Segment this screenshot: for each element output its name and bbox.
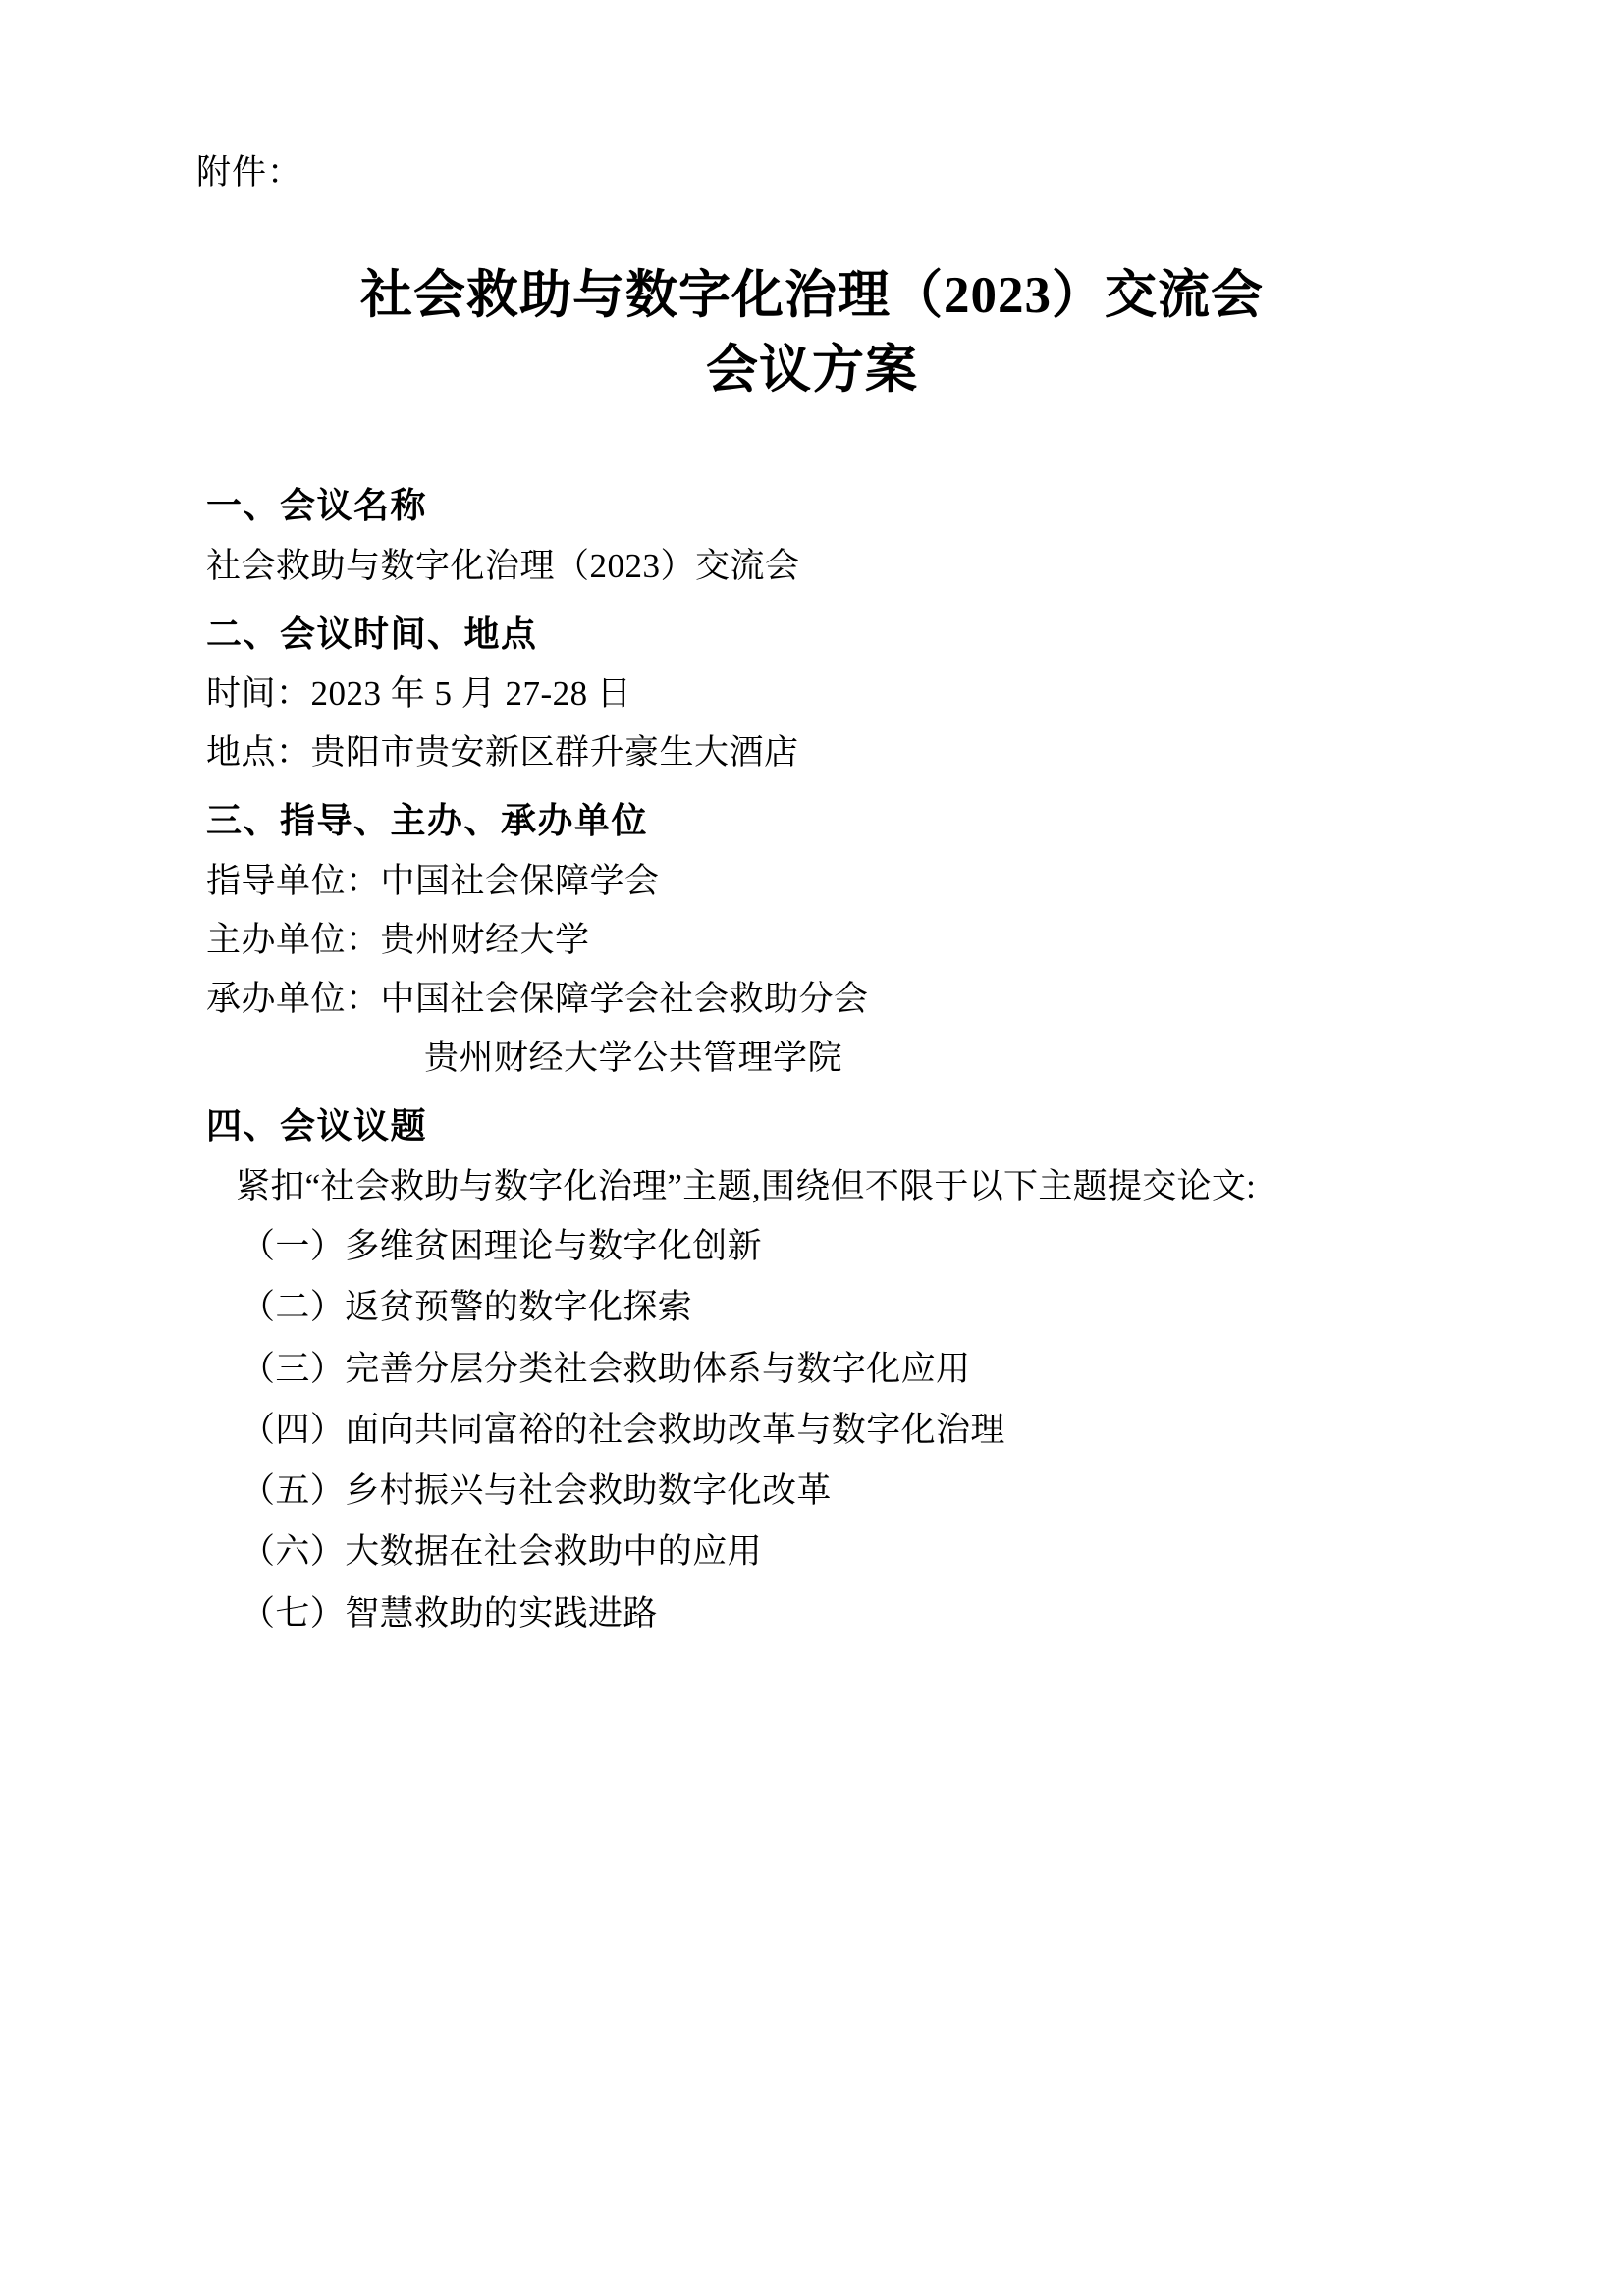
list-item: （三）完善分层分类社会救助体系与数字化应用 xyxy=(241,1349,971,1388)
section-heading-meeting-name: 一、会议名称 xyxy=(206,486,428,526)
list-item: （七）智慧救助的实践进路 xyxy=(241,1593,658,1632)
meeting-time-value: 时间：2023 年 5 月 27-28 日 xyxy=(206,674,632,713)
page-title-line1: 社会救助与数字化治理（2023）交流会 xyxy=(360,266,1264,324)
organizer-unit-value: 承办单位：中国社会保障学会社会救助分会 xyxy=(206,980,869,1019)
page-title xyxy=(272,258,1352,409)
guidance-unit-value: 指导单位：中国社会保障学会 xyxy=(206,861,660,900)
section-heading-time-place: 二、会议时间、地点 xyxy=(206,614,538,654)
meeting-name-value: 社会救助与数字化治理（2023）交流会 xyxy=(206,546,800,585)
list-item: （五）乡村振兴与社会救助数字化改革 xyxy=(241,1471,832,1511)
organizer-unit-value-second: 贵州财经大学公共管理学院 xyxy=(424,1039,843,1078)
section-heading-organizers: 三、指导、主办、承办单位 xyxy=(206,801,649,841)
list-item: （二）返贫预警的数字化探索 xyxy=(241,1288,693,1327)
section-heading-topics: 四、会议议题 xyxy=(206,1106,428,1147)
meeting-place-value: 地点：贵阳市贵安新区群升豪生大酒店 xyxy=(206,733,799,773)
attachment-label: 附件： xyxy=(196,153,303,191)
page-title-line2: 会议方案 xyxy=(706,342,918,400)
list-item: （六）大数据在社会救助中的应用 xyxy=(241,1532,763,1572)
list-item: （一）多维贫困理论与数字化创新 xyxy=(241,1226,763,1265)
topics-paragraph: 紧扣“社会救助与数字化治理”主题,围绕但不限于以下主题提交论文: xyxy=(236,1166,1257,1205)
list-item: （四）面向共同富裕的社会救助改革与数字化治理 xyxy=(241,1410,1005,1449)
host-unit-value: 主办单位：贵州财经大学 xyxy=(206,920,590,959)
